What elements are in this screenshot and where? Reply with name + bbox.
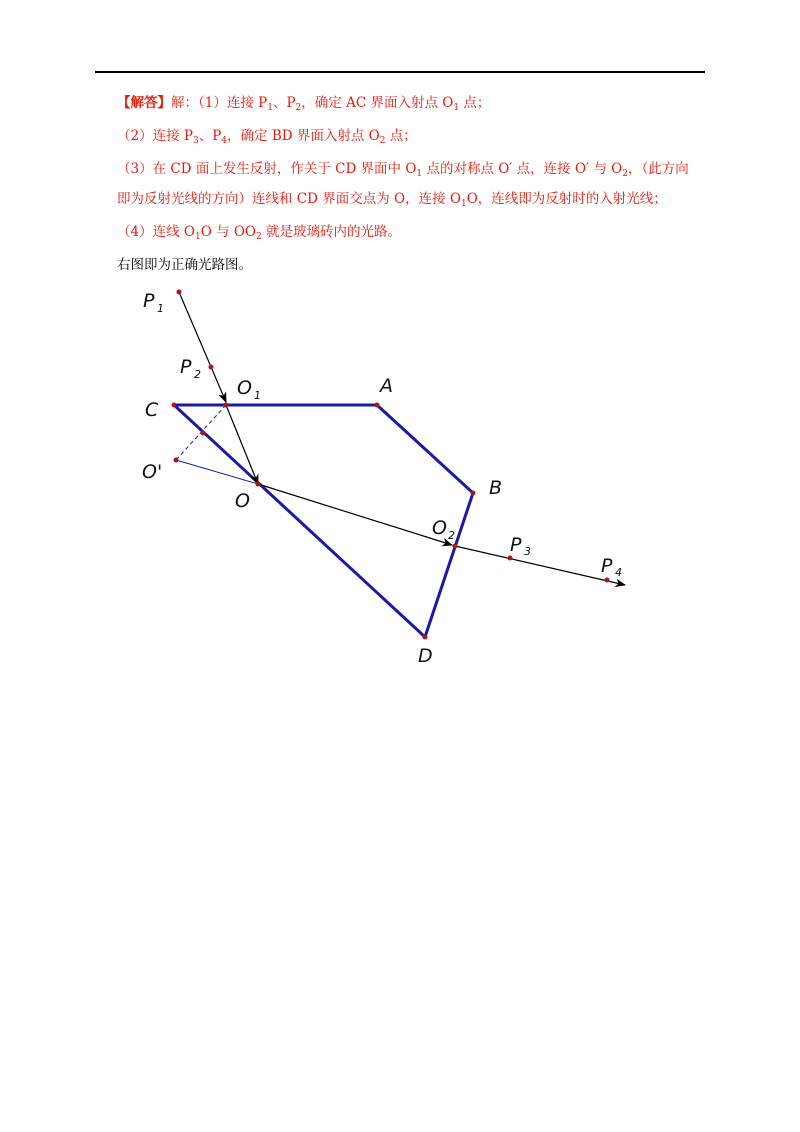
point-o bbox=[256, 482, 261, 487]
answer-tag: 【解答】 bbox=[117, 95, 171, 111]
label-p3: P bbox=[510, 534, 522, 556]
answer-line-6: 右图即为正确光路图。 bbox=[117, 257, 252, 273]
point-o1 bbox=[224, 403, 229, 408]
answer-line-3: （3）在 CD 面上发生反射，作关于 CD 界面中 $O_1$ 点的对称点 O′ 点，连接 O′ 与 $O_2$，（此方向 bbox=[117, 161, 689, 179]
point-p2 bbox=[209, 365, 214, 370]
label-b: B bbox=[489, 477, 503, 499]
answer-line-5: （4）连线 $O_1O$ 与 $OO_2$ 就是玻璃砖内的光路。 bbox=[117, 224, 402, 242]
point-o2 bbox=[453, 544, 458, 549]
point-b bbox=[471, 491, 476, 496]
label-o1-sub: 1 bbox=[254, 389, 261, 402]
label-p2-sub: 2 bbox=[194, 368, 201, 381]
point-a bbox=[375, 403, 380, 408]
label-p2: P bbox=[180, 356, 192, 378]
label-c: C bbox=[145, 399, 159, 421]
label-oprime: O' bbox=[142, 461, 163, 483]
exit-ray bbox=[455, 546, 625, 585]
label-p1: P bbox=[143, 290, 155, 312]
prism-outline bbox=[174, 405, 473, 637]
label-p3-sub: 3 bbox=[524, 545, 531, 558]
point-p3 bbox=[508, 556, 513, 561]
point-d bbox=[423, 635, 428, 640]
label-o: O bbox=[235, 490, 250, 512]
ray-o-to-o2 bbox=[258, 484, 452, 545]
answer-line-1: 【解答】解：（1）连接 $P_1$、$P_2$，确定 AC 界面入射点 $O_1$ 点； bbox=[117, 95, 491, 113]
label-o2: O bbox=[432, 517, 447, 539]
answer-line-2: （2）连接 $P_3$、$P_4$，确定 BD 界面入射点 $O_2$ 点； bbox=[117, 128, 417, 146]
label-p4: P bbox=[601, 555, 613, 577]
point-c bbox=[172, 403, 177, 408]
label-a: A bbox=[380, 375, 393, 397]
point-mid bbox=[201, 431, 206, 436]
point-p4 bbox=[605, 578, 610, 583]
answer-line-4: 即为反射光线的方向）连线和 CD 界面交点为 O，连接 $O_1O$，连线即为反射时的入射光线； bbox=[117, 191, 667, 209]
ray-o1-to-o bbox=[226, 405, 258, 484]
label-p1-sub: 1 bbox=[157, 302, 164, 315]
incident-ray bbox=[179, 292, 226, 402]
point-p1 bbox=[177, 290, 182, 295]
label-d: D bbox=[418, 645, 433, 667]
label-o1: O bbox=[237, 377, 252, 399]
label-o2-sub: 2 bbox=[448, 529, 455, 542]
point-oprime bbox=[174, 458, 179, 463]
label-p4-sub: 4 bbox=[615, 566, 622, 579]
